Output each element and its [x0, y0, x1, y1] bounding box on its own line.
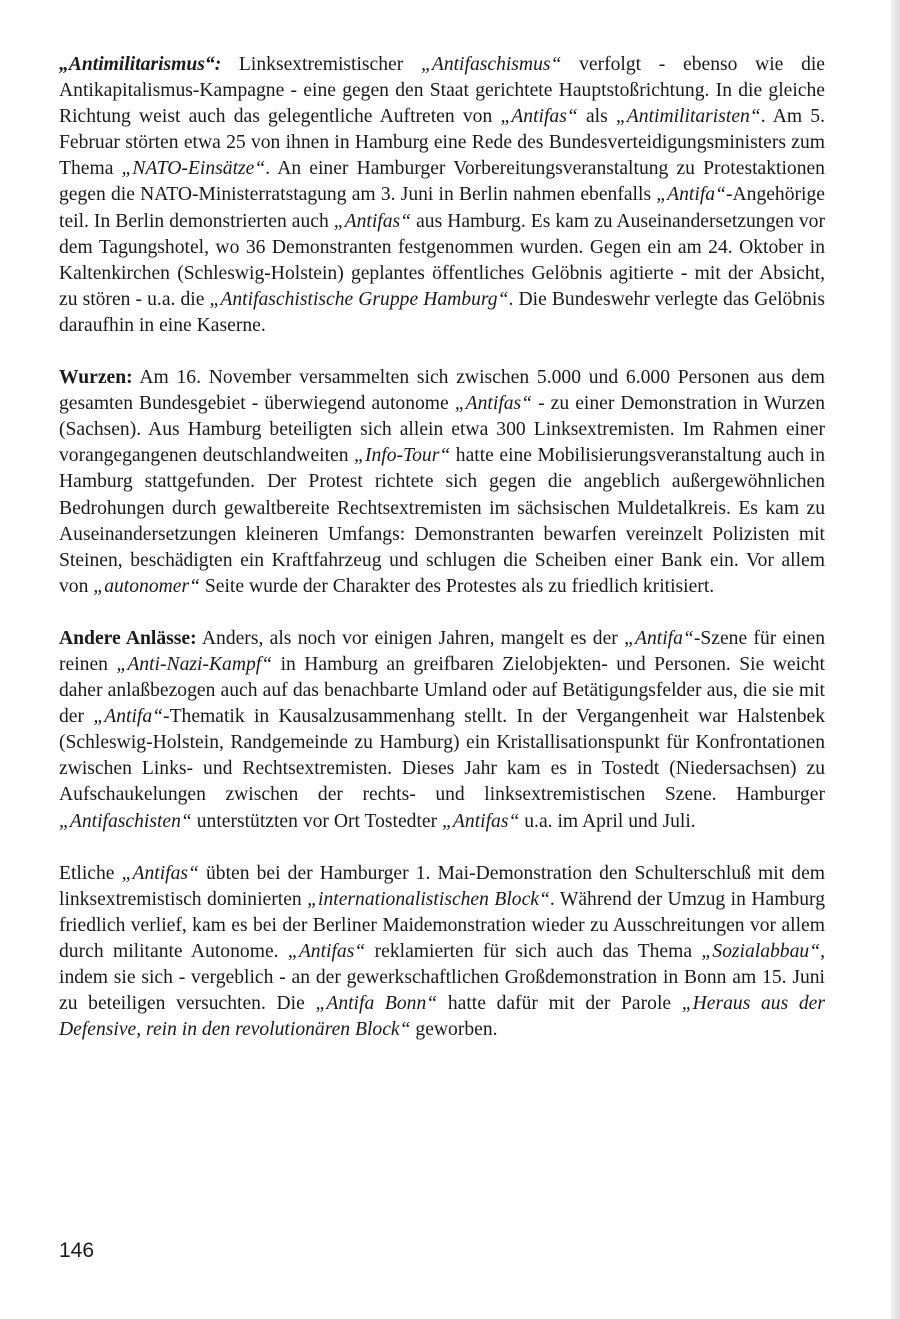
text-run: Am 16. November versammelten sich zwischen 5.000 und 6.000 Personen aus dem gesamten Bundesgebiet - überwiegend autonome: [59, 367, 825, 415]
text-run: -Szene für einen reinen: [59, 627, 825, 675]
text-run: als: [577, 106, 616, 128]
quoted-term: „NATO-Einsätze“: [121, 158, 266, 180]
text-run: . Während der Umzug in Hamburg friedlich verlief, kam es bei der Berliner Maidemonstration wieder zu Ausschreitungen vor allem durch militante Autonome.: [59, 888, 825, 962]
text-run: unterstützten vor Ort Tostedter: [191, 810, 443, 832]
section-heading: Andere Anlässe:: [59, 627, 197, 649]
text-run: Anders, als noch vor einigen Jahren, mangelt es der: [196, 627, 625, 649]
quoted-term: „Antifas“: [121, 862, 199, 884]
text-run: -Angehörige teil. In Berlin demonstrierten auch: [59, 184, 825, 232]
page-number: 146: [59, 1239, 95, 1262]
quoted-term: „Info-Tour“: [354, 445, 451, 467]
text-run: hatte eine Mobilisierungsveranstaltung auch in Hamburg stattgefunden. Der Protest richtete sich gegen die angeblich außergewöhnlichen Bedrohungen durch gewaltbereite Rechtsextremisten im sächsischen Muldetalkreis. Es kam zu Auseinandersetzungen kleineren Umfangs: Demonstranten bewarfen vereinzelt Polizisten mit Steinen, beschädigten ein Kraftfahrzeug und schlugen die Scheiben einer Bank ein. Vor allem von: [59, 445, 826, 597]
text-run: verfolgt - ebenso wie die Antikapitalismus-Kampagne - eine gegen den Staat gerichtete Hauptstoßrichtung. In die gleiche Richtung weist auch das gelegentliche Auftreten von: [59, 54, 826, 128]
text-run: - zu einer Demonstration in Wurzen (Sachsen). Aus Hamburg beteiligten sich allein etwa 300 Linksextremisten. Im Rahmen einer vorangegangenen deutschlandweiten: [59, 393, 825, 467]
quoted-term: „Antimilitaristen“: [615, 106, 761, 128]
quoted-term: „Antifas“: [500, 106, 578, 128]
quoted-term: „Antifaschistische Gruppe Hamburg“: [209, 288, 509, 310]
text-run: . An einer Hamburger Vorbereitungsveranstaltung zu Protestaktionen gegen die NATO-Ministerratstagung am 3. Juni in Berlin nahmen ebenfalls: [59, 158, 825, 206]
paragraph-antimilitarismus: [59, 52, 825, 339]
text-run: hatte dafür mit der Parole: [437, 993, 682, 1015]
text-run: , indem sie sich - vergeblich - an der gewerkschaftlichen Großdemonstration in Bonn am 15. Juni zu beteiligen versuchten. Die: [59, 940, 825, 1015]
paragraph-etliche-antifas: [59, 861, 825, 1044]
paragraph-andere-anlaesse: [59, 626, 825, 835]
text-run: . Die Bundeswehr verlegte das Gelöbnis daraufhin in eine Kaserne.: [59, 288, 825, 336]
text-run: Linksextremistischer: [221, 54, 421, 75]
text-run: u.a. im April und Juli.: [519, 810, 696, 832]
quoted-term: „Antifa“: [656, 184, 726, 206]
quoted-term: „Antifa“: [624, 627, 694, 649]
quoted-term: „Antifas“: [287, 940, 366, 962]
quoted-term: „Antifas“: [454, 393, 533, 415]
quoted-term: „Antifaschismus“: [420, 54, 562, 75]
section-heading: Wurzen:: [59, 367, 133, 389]
text-run: reklamierten für sich auch das Thema: [365, 940, 702, 962]
quoted-term: „Anti-Nazi-Kampf“: [116, 653, 273, 675]
quoted-term: „autonomer“: [93, 575, 200, 597]
quoted-term: „Antifa“: [93, 706, 164, 728]
text-run: aus Hamburg. Es kam zu Auseinandersetzungen vor dem Tagungshotel, wo 36 Demonstranten festgenommen wurden. Gegen ein am 24. Oktober in Kaltenkirchen (Schleswig-Holstein) geplantes öffentliches Gelöbnis agitierte - mit der Absicht, zu stören - u.a. die: [59, 210, 825, 310]
quoted-term: „Antifa Bonn“: [315, 993, 438, 1015]
section-heading: „Antimilitarismus“:: [59, 54, 222, 75]
document-body: [59, 52, 825, 1043]
paragraph-wurzen: [59, 365, 825, 600]
text-run: . Am 5. Februar störten etwa 25 von ihnen in Hamburg eine Rede des Bundesverteidigungsministers zum Thema: [59, 106, 825, 180]
text-run: -Thematik in Kausalzusammenhang stellt. In der Vergangenheit war Halstenbek (Schleswig-Holstein, Randgemeinde zu Hamburg) ein Kristallisationspunkt für Konfrontationen zwischen Links- und Rechtsextremisten. Dieses Jahr kam es in Tostedt (Niedersachsen) zu Aufschaukelungen zwischen der rechts- und linksextremistischen Szene. Hamburger: [59, 706, 825, 806]
quoted-term: „Antifas“: [333, 210, 412, 232]
quoted-term: „Heraus aus der Defensive, rein in den revolutionären Block“: [59, 993, 825, 1041]
quoted-term: „Antifaschisten“: [59, 810, 192, 832]
page-edge-shadow: [891, 0, 900, 1319]
text-run: geworben.: [410, 1019, 498, 1041]
text-run: übten bei der Hamburger 1. Mai-Demonstration den Schulterschluß mit dem linksextremistisch dominierten: [59, 862, 826, 910]
text-run: Etliche: [59, 862, 122, 884]
text-run: in Hamburg an greifbaren Zielobjekten- und Personen. Sie weicht daher anlaßbezogen auch auf das benachbarte Umland oder auf Betätigungsfelder aus, die sie mit der: [59, 653, 826, 728]
quoted-term: „internationalistischen Block“: [307, 888, 550, 910]
quoted-term: „Sozialabbau“: [701, 940, 821, 962]
quoted-term: „Antifas“: [442, 810, 520, 832]
text-run: Seite wurde der Charakter des Protestes als zu friedlich kritisiert.: [200, 575, 715, 597]
